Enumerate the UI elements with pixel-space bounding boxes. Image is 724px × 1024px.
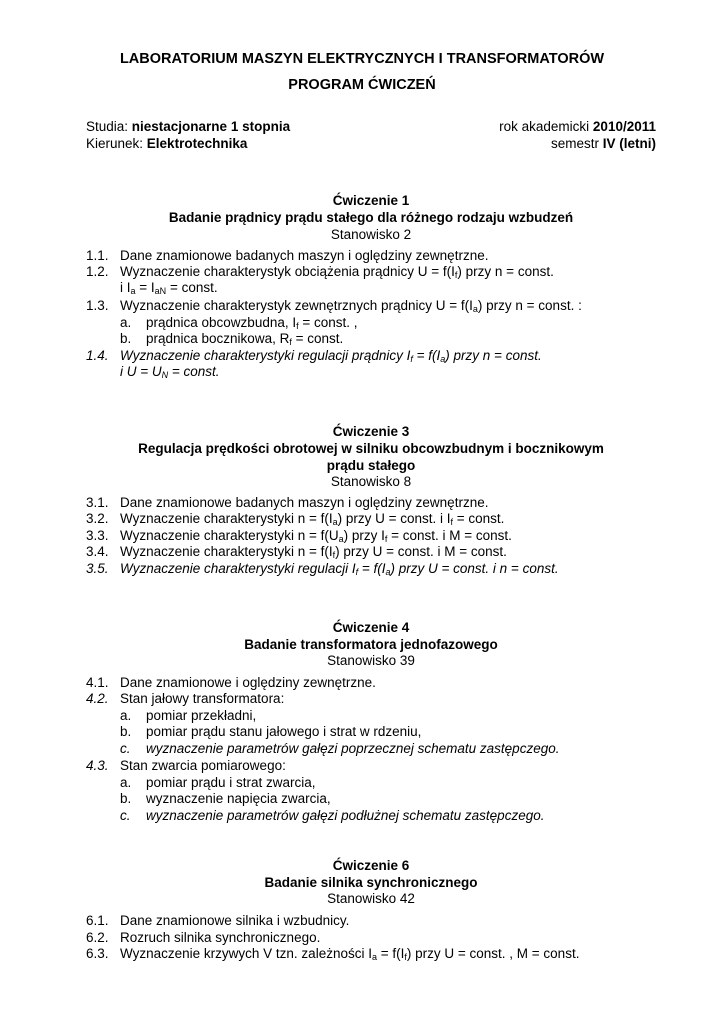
semestr-line: semestr IV (letni): [550, 136, 656, 151]
list-item: 6.2. Rozruch silnika synchronicznego.: [86, 930, 321, 945]
exercise-3-title-line2: prądu stałego: [326, 458, 416, 473]
sub-list-item: b. pomiar prądu stanu jałowego i strat w rdzeniu,: [120, 724, 422, 739]
exercise-6-title: Badanie silnika synchronicznego: [264, 875, 478, 890]
sub-list-item: c. wyznaczenie parametrów gałęzi podłużnej schematu zastępczego.: [120, 808, 545, 823]
list-item: 6.1. Dane znamionowe silnika i wzbudnicy.: [86, 913, 350, 928]
list-item: 1.3. Wyznaczenie charakterystyk zewnętrznych prądnicy $U = f(I_a)$ przy n = const. :: [86, 298, 582, 314]
sub-list-item: a. pomiar prądu i strat zwarcia,: [120, 775, 316, 790]
list-item: 3.4. Wyznaczenie charakterystyki $n = f(I_f)$ przy U = const. i M = const.: [86, 544, 507, 560]
list-item-continuation: i $U = U_N$ = const.: [120, 364, 220, 380]
list-item: 3.5. Wyznaczenie charakterystyki regulacji $I_f = f(I_a)$ przy U = const. i n = const.: [86, 561, 559, 577]
exercise-1-title: Badanie prądnicy prądu stałego dla różnego rodzaju wzbudzeń: [168, 210, 574, 225]
list-item: 6.3. Wyznaczenie krzywych V tzn. zależności $I_a = f(I_f)$ przy U = const. , M = const.: [86, 946, 580, 962]
sub-list-item: a. pomiar przekładni,: [120, 708, 257, 723]
exercise-3-heading: Ćwiczenie 3: [332, 424, 410, 439]
exercise-1-station: Stanowisko 2: [330, 227, 412, 242]
list-item: 1.1. Dane znamionowe badanych maszyn i oględziny zewnętrzne.: [86, 248, 489, 263]
list-item: 3.3. Wyznaczenie charakterystyki $n = f(U_a)$ przy $I_f$ = const. i M = const.: [86, 528, 512, 544]
list-item: 4.2. Stan jałowy transformatora:: [86, 691, 285, 706]
exercise-3-title: Regulacja prędkości obrotowej w silniku obcowzbudnym i bocznikowym: [138, 441, 604, 456]
sub-list-item: c. wyznaczenie parametrów gałęzi poprzecznej schematu zastępczego.: [120, 741, 560, 756]
document-subtitle: PROGRAM ĆWICZEŃ: [288, 77, 436, 93]
rok-akademicki-line: rok akademicki 2010/2011: [499, 119, 656, 134]
list-item: 1.2. Wyznaczenie charakterystyk obciążenia prądnicy $U = f(I_f)$ przy n = const.: [86, 264, 554, 280]
list-item: 3.2. Wyznaczenie charakterystyki $n = f(I_a)$ przy U = const. i $I_f$ = const.: [86, 511, 505, 527]
sub-list-item: b. prądnica bocznikowa, $R_f$ = const.: [120, 331, 344, 347]
exercise-1-heading: Ćwiczenie 1: [332, 193, 410, 208]
list-item-continuation: i $I_a = I_{aN}$ = const.: [120, 280, 218, 296]
sub-list-item: a. prądnica obcowzbudna, $I_f$ = const. ,: [120, 315, 358, 331]
sub-list-item: b. wyznaczenie napięcia zwarcia,: [120, 791, 331, 806]
exercise-3-station: Stanowisko 8: [330, 474, 412, 489]
kierunek-line: Kierunek: Elektrotechnika: [86, 136, 248, 151]
exercise-4-heading: Ćwiczenie 4: [332, 620, 410, 635]
exercise-6-heading: Ćwiczenie 6: [332, 858, 410, 873]
document-title: LABORATORIUM MASZYN ELEKTRYCZNYCH I TRANSFORMATORÓW: [119, 51, 605, 67]
list-item: 1.4. Wyznaczenie charakterystyki regulacji prądnicy $I_f = f(I_a)$ przy n = const.: [86, 348, 542, 364]
list-item: 4.1. Dane znamionowe i oględziny zewnętrzne.: [86, 675, 376, 690]
studia-line: Studia: niestacjonarne 1 stopnia: [86, 119, 291, 134]
exercise-6-station: Stanowisko 42: [327, 891, 415, 906]
exercise-4-station: Stanowisko 39: [327, 653, 415, 668]
list-item: 4.3. Stan zwarcia pomiarowego:: [86, 758, 286, 773]
list-item: 3.1. Dane znamionowe badanych maszyn i oględziny zewnętrzne.: [86, 495, 489, 510]
exercise-4-title: Badanie transformatora jednofazowego: [244, 637, 498, 652]
